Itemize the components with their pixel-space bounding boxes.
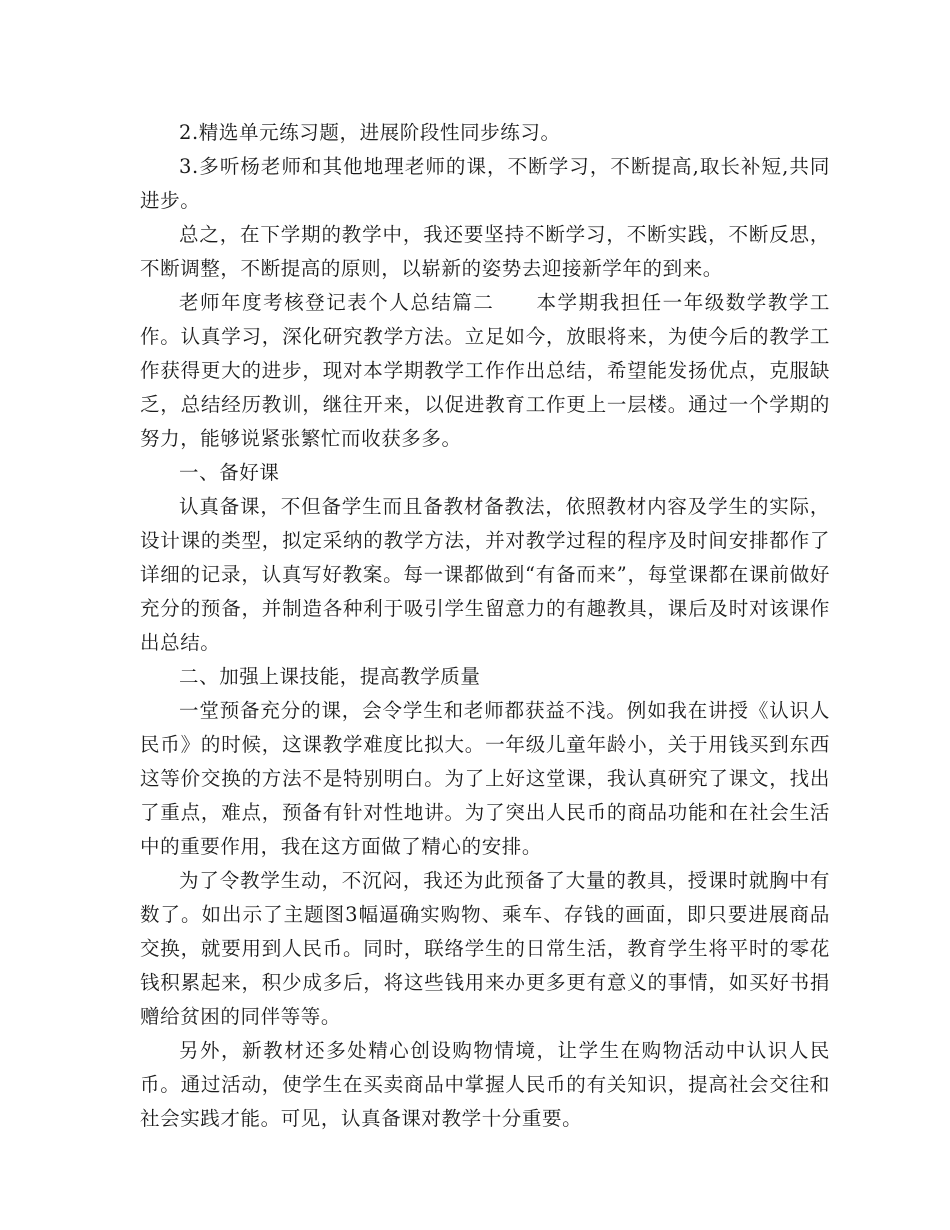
paragraph-teaching-aids: 为了令教学生动，不沉闷，我还为此预备了大量的教具，授课时就胸中有数了。如出示了主题图3幅逼确实购物、乘车、存钱的画面，即只要进展商品交换，就要用到人民币。同时，联络学生的日常生活，教育学生将平时的零花钱积累起来，积少成多后，将这些钱用来办更多更有意义的事情，如买好书捐赠给贫困的同伴等等。: [140, 869, 830, 1028]
paragraph-part-two-intro: 老师年度考核登记表个人总结篇二 本学期我担任一年级数学教学工作。认真学习，深化研究教学方法。立足如今，放眼将来，为使今后的教学工作获得更大的进步，现对本学期教学工作作出总结，希望能发扬优点，克服缺乏，总结经历教训，继往开来，以促进教育工作更上一层楼。通过一个学期的努力，能够说紧张繁忙而收获多多。: [140, 291, 830, 450]
document-page: [140, 116, 830, 1136]
paragraph-renminbi-lesson: 一堂预备充分的课，会令学生和老师都获益不浅。例如我在讲授《认识人民币》的时候，这课教学难度比拟大。一年级儿童年龄小，关于用钱买到东西这等价交换的方法不是特别明白。为了上好这堂课，我认真研究了课文，找出了重点，难点，预备有针对性地讲。为了突出人民币的商品功能和在社会生活中的重要作用，我在这方面做了精心的安排。: [140, 699, 830, 858]
paragraph-practice-exercises: 2.精选单元练习题，进展阶段性同步练习。: [179, 121, 561, 144]
paragraph-lesson-preparation: 认真备课，不但备学生而且备教材备教法，依照教材内容及学生的实际，设计课的类型，拟定采纳的教学方法，并对教学过程的程序及时间安排都作了详细的记录，认真写好教案。每一课都做到“有备而来”，每堂课都在课前做好充分的预备，并制造各种利于吸引学生留意力的有趣教具，课后及时对该课作出总结。: [140, 495, 830, 654]
paragraph-shopping-scenarios: 另外，新教材还多处精心创设购物情境，让学生在购物活动中认识人民币。通过活动，使学生在买卖商品中掌握人民币的有关知识，提高社会交往和社会实践才能。可见，认真备课对教学十分重要。: [140, 1039, 830, 1130]
section-heading-prepare-lessons: 一、备好课: [179, 461, 280, 484]
paragraph-conclusion: 总之，在下学期的教学中，我还要坚持不断学习，不断实践，不断反思，不断调整，不断提高的原则，以崭新的姿势去迎接新学年的到来。: [140, 223, 830, 280]
paragraph-attend-lessons: 3.多听杨老师和其他地理老师的课，不断学习，不断提高,取长补短,共同进步。: [140, 155, 830, 212]
section-heading-teaching-skills: 二、加强上课技能，提高教学质量: [179, 665, 481, 688]
